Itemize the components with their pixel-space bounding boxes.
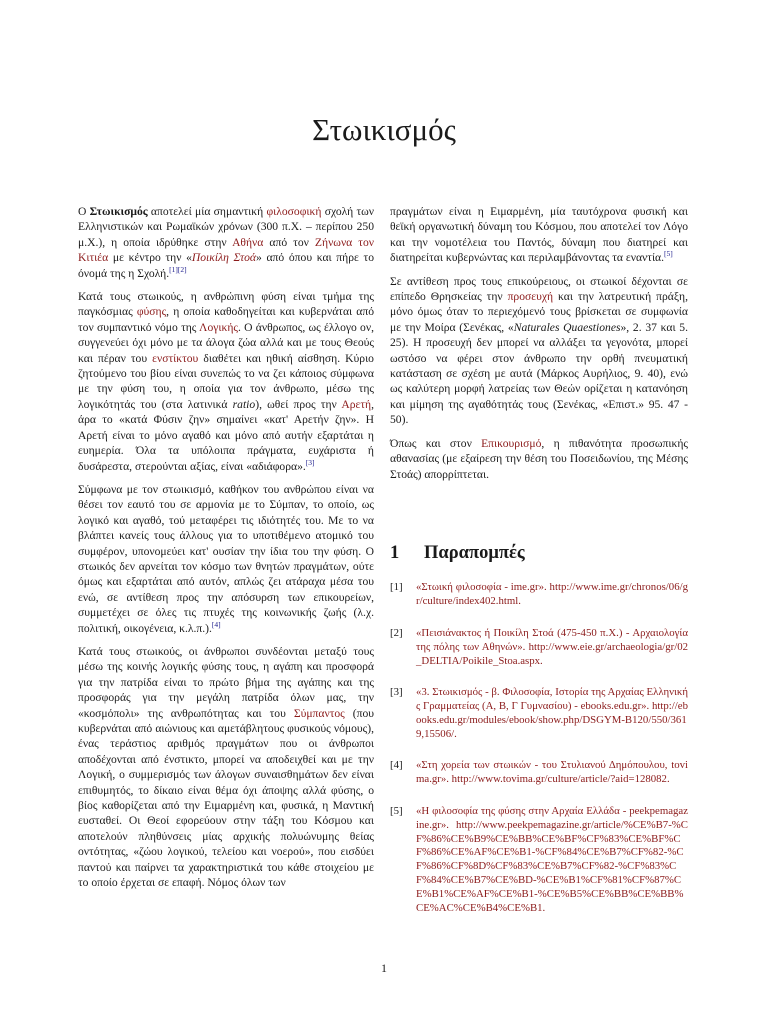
citation-link[interactable]: [1][2]: [169, 264, 187, 274]
text: Όπως και στον: [390, 436, 482, 450]
page-title: Στωικισμός: [312, 112, 456, 147]
text: , η οποία καθοδηγείται και κυβερνάται από τον συμπαντικό νόμο της: [78, 305, 374, 334]
italic-term: ratio: [232, 397, 256, 411]
text: Ο: [78, 205, 90, 218]
reference-number: [4]: [390, 759, 403, 772]
link-nature[interactable]: φύσης: [136, 305, 167, 319]
paragraph-cosmopolis: [78, 644, 374, 891]
paragraph-immortality: [390, 436, 688, 482]
citation-link[interactable]: [3]: [305, 457, 315, 467]
text: . Ο άνθρωπος, ως έλλογο ον, συγγενεύει όχι μόνο με τα άλογα ζώα αλλά και με τους Θεούς και πέραν του: [78, 320, 374, 365]
italic-title: Naturales Quaestiones: [513, 320, 621, 334]
reference-link[interactable]: «Στη χορεία των στωικών - του Στυλιανού Δημόπουλου, tovima.gr». http://www.tovima.gr/culture/article/?aid=128082.: [416, 759, 688, 786]
reference-link[interactable]: «Η φιλοσοφία της φύσης στην Αρχαία Ελλάδα - peekpemagazine.gr». http://www.peekpemagazine.gr/article/%CE%B7-%CF%86%CE%B9%CE%BB%CE%BF%CF%83%CE%BF%CF%86%CE%AF%CE%B1-%CF%84%CE%B7%CF%82-%CF%86%CF%8D%CF%83%CE%B7%CF%82-%CF%83%CF%84%CE%B7%CE%BD-%CE%B1%CF%81%CF%87%CE%B1%CE%AF%CE%B1-%CE%B5%CE%BB%CE%BB%CE%AC%CE%B4%CE%B1.: [416, 805, 688, 914]
link-logic[interactable]: Λογικής: [199, 320, 238, 334]
paragraph-nature: [78, 289, 374, 474]
text: και την λατρευτική πράξη, μόνο όμως όταν το περιεχόμενό τους βρίσκεται σε συμφωνία με την Μοίρα (Σενέκας, «: [390, 290, 688, 334]
text: διαθέτει και ηθική αίσθηση. Κύριο ζητούμενο του βίου είναι συνεπώς το να ζει κάποιος σύμφωνα με την φύση του, η οποία για τον άνθρωπο, μέσω της λογικότητάς του (στα λατινικά: [78, 351, 374, 411]
link-philosophy[interactable]: φιλοσοφική: [266, 205, 322, 218]
term-bold: Στωικισμός: [89, 205, 148, 218]
text: από τον: [263, 235, 315, 249]
reference-link[interactable]: «Στωική φιλοσοφία - ime.gr». http://www.ime.gr/chronos/06/gr/culture/index402.html.: [416, 581, 688, 608]
references-list: [390, 581, 688, 915]
text: με κέντρο την «: [108, 251, 192, 265]
text: Σε αντίθεση προς τους επικούρειους, οι στωικοί δέχονται σε επίπεδο Θρησκείας την: [390, 274, 688, 304]
reference-item: [390, 759, 688, 787]
link-universe[interactable]: Σύμπαντος: [293, 706, 345, 720]
text: (που κυβερνάται από αιώνιους και αμετάβλητους φυσικούς νόμους), ένας τεράστιος αριθμός πραγμάτων που οι άνθρωποι αποδέχονται από ένστικτο, μπορεί να αποδειχθεί και με την Λογική, ο συμμερισμός των άλογων συναισθημάτων δεν είναι επιθυμητός, το δίκαιο είναι θέμα όχι άποψης αλλά φύσης, ο βίος καθορίζεται από την Ειμαρμένη και, φυσικά, η Μαντική ευσταθεί. Οι Θεοί εφορεύουν στην τάξη του Κόσμου και αποτελούν πληθύνσεις μίας αρχικής πολυώνυμης θείας οντότητας, «ζώου λογικού, τελείου και νοερού», που εισδύει παντού και παίρνει τα χαρακτηριστικά του κάθε στοιχείου με το οποίο έρχεται σε επαφή. Νόμος όλων των: [78, 706, 374, 890]
link-virtue[interactable]: Αρετή: [341, 397, 372, 411]
citation-link[interactable]: [5]: [664, 249, 673, 259]
link-stoa-poikile[interactable]: Ποικίλη Στοά: [191, 251, 257, 265]
link-epicureanism[interactable]: Επικουρισμό: [481, 436, 542, 450]
citation-link[interactable]: [4]: [211, 619, 221, 629]
reference-link[interactable]: «3. Στωικισμός - β. Φιλοσοφία, Ιστορία της Αρχαίας Ελληνικής Γραμματείας (Α, Β, Γ Γυμνασίου) - ebooks.edu.gr». http://ebooks.edu.gr/modules/ebook/show.php/DSGYM-B120/550/3619,15506/.: [416, 686, 688, 740]
text: », 2. 37 και 5. 25). Η προσευχή δεν μπορεί να αλλάξει τα γεγονότα, μπορεί ωστόσο να φέρει στον άνθρωπο την ορθή πνευματική κατάσταση σε σχέση με αυτά (Μάρκος Αυρήλιος, 9. 40), ενώ ως καλύτερη μορφή λατρείας των Θεών ορίζεται η κατανόηση και μίμηση της αγαθότητάς τους (Σενέκας, «Επιστ.» 95. 47 - 50).: [390, 320, 688, 427]
link-instinct[interactable]: ενστίκτου: [152, 351, 199, 365]
section-title: Παραπομπές: [424, 542, 525, 563]
text: πραγμάτων είναι η Ειμαρμένη, μία ταυτόχρονα φυσική και θεϊκή οργανωτική δύναμη του Κόσμου, που αποτελεί τον Λόγο και την νομοτέλεια του Παντός, δύναμη που διατηρεί και διατηρείται κυβερνώντας και περιλαμβάνοντας τα εναντία.: [390, 205, 688, 265]
section-number: 1: [390, 542, 400, 563]
reference-link[interactable]: «Πεισιάνακτος ή Ποικίλη Στοά (475-450 π.Χ.) - Αρχαιολογία της πόλης των Αθηνών». http://www.eie.gr/archaeologia/gr/02_DELTIA/Poikile_Stoa.aspx.: [416, 626, 688, 667]
text: Σύμφωνα με τον στωικισμό, καθήκον του ανθρώπου είναι να θέσει τον εαυτό του σε αρμονία με το Σύμπαν, το οποίο, ως λογικό και αγαθό, τού μεταφέρει τις ιδιότητές του. Με το να βλάπτει κανείς τους άλλους για το υποτιθέμενο ατομικό του συμφέρον, υπονομεύει κατ' ουσίαν την ίδια του την φύση. Ο στωικός δεν αρνείται τον κόσμο των θνητών πραγμάτων, ούτε όμως και εξαρτάται από αυτόν, απλώς ζει ατάραχα μέσα του ενώ, σε αντίθεση προς την απόσυρση των επικουρείων, συμμετέχει σε όλες τις πτυχές της κοινωνικής ζωής (λ.χ. πολιτική, οικογένεια, κ.λ.π.).: [78, 482, 374, 635]
reference-item: [390, 627, 688, 668]
reference-number: [2]: [390, 626, 403, 639]
section-heading-references: [390, 542, 688, 563]
paragraph-duty: [78, 482, 374, 636]
reference-number: [5]: [390, 805, 403, 818]
reference-item: [390, 686, 688, 741]
reference-item: [390, 581, 688, 609]
paragraph-intro: [78, 204, 374, 281]
paragraph-prayer: [390, 274, 688, 428]
text: σχολή των Ελληνιστικών και Ρωμαϊκών χρόνων (300 π.Χ. – περίπου 250 μ.Χ.), η οποία ιδρύθηκε στην: [78, 205, 374, 249]
link-zeno[interactable]: Ζήνωνα τον Κιτιέα: [78, 235, 374, 265]
paragraph-fate: [390, 204, 688, 266]
reference-item: [390, 805, 688, 915]
text: , η πιθανότητα προσωπικής αθανασίας (με εξαίρεση την θέση του Ποσειδωνίου, της Μέσης Στοάς) απορρίπτεται.: [390, 436, 688, 481]
reference-number: [3]: [390, 686, 403, 699]
text: » από όπου και πήρε το όνομά της η Σχολή.: [78, 251, 374, 280]
link-prayer[interactable]: προσευχή: [507, 290, 554, 304]
text: ), ωθεί προς την: [255, 397, 342, 411]
text: αποτελεί μία σημαντική: [147, 205, 267, 218]
right-column: [390, 204, 688, 933]
text: Κατά τους στωικούς, η ανθρώπινη φύση είναι τμήμα της παγκόσμιας: [78, 290, 374, 319]
reference-number: [1]: [390, 581, 403, 594]
left-column: [78, 204, 374, 898]
text: Κατά τους στωικούς, οι άνθρωποι συνδέονται μεταξύ τους μέσω της κοινής λογικής φύσης τους, η αγάπη και προσφορά για την πατρίδα είναι το πρώτο βήμα της αγάπης και της προσφοράς για την μεγάλη πατρίδα όλων μας, την «κοσμόπολι» της ανθρωπότητας και του: [78, 644, 374, 720]
page-number: 1: [381, 961, 387, 975]
link-athens[interactable]: Αθήνα: [232, 235, 264, 249]
text: , άρα το «κατά Φύσιν ζην» σημαίνει «κατ' Αρετήν ζην». Η Αρετή είναι το μόνο αγαθό και μόνο από αυτήν εξαρτάται η ευημερία. Όλα τα υπόλοιπα πράγματα, ευχάριστα ή δυσάρεστα, στερούνται αξίας, είναι «αδιάφορα».: [78, 397, 374, 473]
